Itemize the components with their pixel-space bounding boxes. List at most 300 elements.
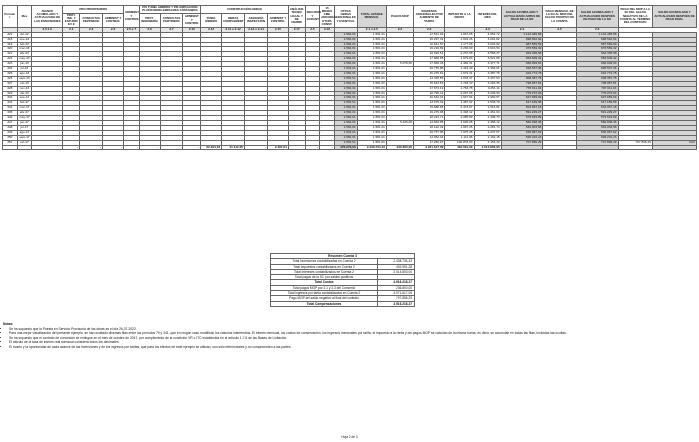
total-empty <box>652 145 696 150</box>
cell-p: 348 <box>3 125 18 130</box>
code-cell: 2.13 x 2.14 <box>245 27 268 32</box>
cell-p: 349 <box>3 130 18 135</box>
cell-int: 2.237,67 <box>474 130 501 135</box>
cell-m: jun-43 <box>17 62 32 67</box>
note-item: • Para una mejor visualización del presente ejemplo, se han ocultado diversas filas entre los períodos 79 y 341, que en ningún caso modifican los cálculos intermedios. El interés mensual, los costos de conservación, los ingresos mensuales por tarifa, el impuesto a la renta y los pagos MOP se calculan de la misma forma, es decir, se acumulan en todas las filas, incluidas las ocultas. <box>9 331 693 336</box>
cell-sd: 953.609,42 <box>576 57 618 62</box>
cell-empty: - <box>320 71 335 76</box>
cell-ta: 1.581,01 <box>334 130 357 135</box>
summary-label: Total ingresos por tarifa contabilizados en Cuenta 2 <box>271 291 378 296</box>
cell-empty: - <box>320 81 335 86</box>
total-con4: 2.487,04 <box>267 145 288 150</box>
cell-int: 3.209,93 <box>474 91 501 96</box>
cell-empty: - <box>320 37 335 42</box>
cell-ing: 14.335,55 <box>414 76 445 81</box>
cell-m: dic-43 <box>17 91 32 96</box>
cell-sd: 627.659,69 <box>576 96 618 101</box>
summary-value: 4.916.216,27 <box>378 301 415 306</box>
cell-sd: 591.229,27 <box>576 111 618 116</box>
cell-sa: 987.559,59 <box>501 42 543 47</box>
totals-row <box>3 145 697 150</box>
cell-m: mar-47 <box>17 106 32 111</box>
cell-pm: 1.581,01 <box>357 81 386 86</box>
cell-ta: 1.581,01 <box>334 71 357 76</box>
cell-ing: 17.868,65 <box>414 57 445 62</box>
cell-p: 322 <box>3 57 18 62</box>
cell-pm: 1.581,01 <box>357 47 386 52</box>
note-item: • El monto y la oportunidad de cada avance de las inversiones y de los ingresos por tarifas, que para los efectos de este ejemplo se utilizan, son sólo referenciales y no comprometen a las partes. <box>9 345 693 350</box>
cell-pm: 1.581,01 <box>357 67 386 72</box>
cell-imp: 1.679,31 <box>445 71 474 76</box>
cell-ta: 1.581,01 <box>334 101 357 106</box>
cell-sa: 549.004,68 <box>501 125 543 130</box>
cell-int: 3.293,35 <box>474 81 501 86</box>
summary-label: Total impuestos contabilizados en Cuenta 2 <box>271 264 378 269</box>
header-otras-obras: OTRAS OBRAS ADICIONALES Y EVENTUAL <box>334 6 357 28</box>
cell-sd: 776.272,03 <box>576 91 618 96</box>
cell-p: 319 <box>3 42 18 47</box>
cell-ta: 1.581,01 <box>334 106 357 111</box>
cell-ta: 1.581,01 <box>334 62 357 67</box>
header-pago-mop-fin: PAGO DEL MOP A LA SC DEL SALDO NEGATIVO DE LA CUENTA AL TÉRMINO DEL CONTRATO <box>618 6 652 28</box>
cell-sa: 998.562,64 <box>501 37 543 42</box>
summary-value: 236.800,00 <box>378 285 415 290</box>
cell-m: nov-43 <box>17 86 32 91</box>
summary-value: - <box>378 275 415 280</box>
cell-p: 324 <box>3 67 18 72</box>
cell-mop: 5.078,00 <box>386 62 413 67</box>
total-empty <box>576 145 618 150</box>
total-empty: - <box>320 145 335 150</box>
cell-p: 323 <box>3 62 18 67</box>
cell-sa: 916.774,78 <box>501 71 543 76</box>
cell-ta: 1.581,01 <box>334 140 357 145</box>
cell-mop: 5.426,00 <box>386 121 413 126</box>
page-footer: Hoja 2 de 3 <box>341 435 358 439</box>
header-pro-ing: PROY. ING. Y ESTUDIO EV E <box>64 12 78 27</box>
cell-sa: 617.189,58 <box>501 101 543 106</box>
cell-empty: - <box>320 76 335 81</box>
cell-imp: 2.473,07 <box>445 106 474 111</box>
summary-label: Total Costos <box>271 280 378 285</box>
cell-int: 3.616,53 <box>474 47 501 52</box>
cell-sd: 928.537,36 <box>576 67 618 72</box>
cell-empty: - <box>320 96 335 101</box>
cell-int: 3.691,82 <box>474 37 501 42</box>
cell-int: 2.192,15 <box>474 135 501 140</box>
code-cell: 2.5.x 7 <box>124 27 140 32</box>
cell-m: oct-47 <box>17 140 32 145</box>
cell-ta: 1.581,01 <box>334 32 357 37</box>
cell-pm: 1.581,01 <box>357 130 386 135</box>
header-pro-prioritarios: PRO PRIORITARIOS <box>63 6 124 14</box>
cell-ta: 1.581,01 <box>334 121 357 126</box>
cell-imp: 4.600,05 <box>445 121 474 126</box>
total-con2: 41.112,05 <box>222 145 245 150</box>
code-cell: 2.19 <box>320 27 335 32</box>
cell-p: 327 <box>3 81 18 86</box>
cell-m: abr-47 <box>17 111 32 116</box>
cell-int: 4.052,72 <box>474 32 501 37</box>
cell-pm: 1.581,01 <box>357 96 386 101</box>
cell-ing: 19.688,83 <box>414 106 445 111</box>
cell-imp: 1.697,25 <box>445 125 474 130</box>
cell-int: 3.568,37 <box>474 52 501 57</box>
cell-imp: 1.763,78 <box>445 86 474 91</box>
cell-ing: 10.641,57 <box>414 42 445 47</box>
cell-sa: 953.609,42 <box>501 57 543 62</box>
cell-empty: - <box>320 116 335 121</box>
code-cell: 2.11 x 2.12 <box>222 27 245 32</box>
cell-imp: 1.647,64 <box>445 96 474 101</box>
total-empty <box>32 145 63 150</box>
cell-ing: 14.663,05 <box>414 121 445 126</box>
cell-sa: 627.659,69 <box>501 96 543 101</box>
cell-empty: - <box>320 52 335 57</box>
summary-value: 707.896,29 <box>378 296 415 301</box>
cell-empty: - <box>320 47 335 52</box>
cell-pm: 1.581,01 <box>357 42 386 47</box>
header-total-avance: TOTAL AVANCE MENSUAL <box>357 6 386 28</box>
cell-empty: - <box>320 91 335 96</box>
cell-ing: 16.276,81 <box>414 71 445 76</box>
header-pro-admin-2: ADMINIST Y CONTROL <box>103 13 124 27</box>
summary-value: 2.014.800,00 <box>378 269 415 274</box>
total-empty <box>17 145 32 150</box>
total-empty: - <box>103 145 124 150</box>
cell-ing: 15.735,88 <box>414 67 445 72</box>
cell-ta: 1.581,01 <box>334 135 357 140</box>
cell-pm: 1.581,01 <box>357 106 386 111</box>
code-cell: 2.4 <box>501 27 543 32</box>
cell-sa: 528.232,23 <box>501 135 543 140</box>
summary-value: 2.438.734,43 <box>378 259 415 264</box>
summary-label: Total pagos de la SC por saldos positivos <box>271 275 378 280</box>
cell-p: 345 <box>3 111 18 116</box>
cell-sd: 976.559,32 <box>576 47 618 52</box>
cell-m: abr-43 <box>17 52 32 57</box>
summary-row <box>271 301 415 306</box>
header-con-asesoria: ASESORÍA INSPECCIÓN <box>245 13 268 27</box>
cell-empty: - <box>320 67 335 72</box>
cell-imp: 2.237,68 <box>445 52 474 57</box>
cell-ing: 16.297,32 <box>414 37 445 42</box>
cell-sa: 707.896,29 <box>501 140 543 145</box>
header-ingresos: INGRESOS ADICIONALES POR AUMENTO DE TARIFA <box>414 6 445 28</box>
cell-ing: 15.643,53 <box>414 81 445 86</box>
cell-ta: 1.581,01 <box>334 57 357 62</box>
code-cell: 2.12 <box>201 27 222 32</box>
code-cell: 2.5 <box>543 27 576 32</box>
cell-m: ago-47 <box>17 130 32 135</box>
cell-empty: - <box>320 111 335 116</box>
cell-pm: 1.581,01 <box>357 37 386 42</box>
cell-imp: 2.097,06 <box>445 91 474 96</box>
total-empty: - <box>139 145 160 150</box>
header-seguros: SEGUROS Y GARANT <box>305 6 320 28</box>
cell-pm: 1.581,01 <box>357 140 386 145</box>
cell-ing: 17.531,02 <box>414 32 445 37</box>
cell-p: 321 <box>3 52 18 57</box>
cell-ta: 1.581,01 <box>334 96 357 101</box>
total-empty <box>3 145 18 150</box>
total-con1: 62.294,18 <box>201 145 222 150</box>
total-impuesto: 402.591,00 <box>445 145 474 150</box>
total-mop: 236.800,00 <box>386 145 413 150</box>
summary-value: 402.591,28 <box>378 264 415 269</box>
note-item: • El cálculo de la tasa de interés real mensual considera todos los decimales. <box>9 340 693 345</box>
header-con-obras: OBRAS COMPLEMENT <box>222 13 245 27</box>
total-empty: - <box>245 145 268 150</box>
cell-sa: 936.009,63 <box>501 62 543 67</box>
cell-sd: 536.987,62 <box>576 130 618 135</box>
cell-ta: 1.581,01 <box>334 47 357 52</box>
cell-imp: 1.633,47 <box>445 76 474 81</box>
cell-pm: 1.581,01 <box>357 91 386 96</box>
cell-empty: - <box>320 125 335 130</box>
cell-sd: 560.938,36 <box>576 121 618 126</box>
cell-sa: 908.387,76 <box>501 76 543 81</box>
code-cell: 2.17 <box>288 27 305 32</box>
cell-sd: 936.009,63 <box>576 62 618 67</box>
total-empty <box>501 145 543 150</box>
header-pago-mensual: PAGO MENSUAL DE LA SO AL MOP DEL SALDO POSITIVO DE LA CUENTA <box>543 6 576 28</box>
cell-p: 326 <box>3 76 18 81</box>
cell-empty: - <box>320 121 335 126</box>
cell-m: jul-43 <box>17 67 32 72</box>
cell-sd: 579.649,89 <box>576 116 618 121</box>
cell-sd: 617.189,58 <box>576 101 618 106</box>
cell-sd: 528.232,23 <box>576 135 618 140</box>
total-empty: - <box>183 145 201 150</box>
cell-imp: 1.634,25 <box>445 37 474 42</box>
cell-sd: 798.957,81 <box>576 81 618 86</box>
cell-sa: 798.957,81 <box>501 81 543 86</box>
code-cell: 2.1 <box>63 27 80 32</box>
cell-int: 2.408,73 <box>474 116 501 121</box>
cell-ing: 18.790,41 <box>414 91 445 96</box>
cell-m: feb-47 <box>17 101 32 106</box>
cell-m: mar-43 <box>17 47 32 52</box>
cell-pm: 1.581,01 <box>357 62 386 67</box>
total-empty <box>618 145 652 150</box>
cell-imp: 2.085,89 <box>445 116 474 121</box>
cell-empty: - <box>320 106 335 111</box>
cell-ta: 1.581,01 <box>334 52 357 57</box>
cell-ing: 13.675,32 <box>414 101 445 106</box>
summary-value: 4.916.216,27 <box>378 280 415 285</box>
header-con-tunel: TUNEL HÍBRIDO <box>201 13 222 27</box>
cell-imp: 1.667,05 <box>445 32 474 37</box>
header-periodo: Período t <box>3 6 18 28</box>
cell-p: 318 <box>3 37 18 42</box>
cell-pm: 1.581,01 <box>357 32 386 37</box>
header-pis-ing: PROY. INGENIERÍA <box>139 13 160 27</box>
header-con-admin: ADMINIST Y CONTROL <box>267 13 288 27</box>
cell-m: ene-43 <box>17 37 32 42</box>
total-empty: - <box>80 145 103 150</box>
note-item: • Se ha supuesto que la Puesta en Servicio Provisoria de las obras es el día 26-07-2022. <box>9 327 693 332</box>
header-mes: Mes <box>17 6 32 28</box>
cell-ta: 1.581,01 <box>334 125 357 130</box>
cell-empty: - <box>320 32 335 37</box>
cell-ta: 1.581,01 <box>334 91 357 96</box>
code-cell: 2.5 <box>305 27 320 32</box>
cell-imp: 1.979,63 <box>445 57 474 62</box>
header-interes: INTERÉS DEL MES <box>474 6 501 28</box>
cell-int: 3.337,64 <box>474 76 501 81</box>
cell-p: 329 <box>3 91 18 96</box>
cell-empty: - <box>320 57 335 62</box>
cell-ing: 17.669,43 <box>414 62 445 67</box>
summary-label: Total Compensaciones <box>271 301 378 306</box>
cell-p: 350 <box>3 135 18 140</box>
cell-m: dic-42 <box>17 32 32 37</box>
cell-empty: - <box>320 140 335 145</box>
summary-label: Total inversiones contabilizadas en Cuenta 2 <box>271 259 378 264</box>
cell-int: 2.281,74 <box>474 125 501 130</box>
cell-pm: 1.581,01 <box>357 86 386 91</box>
cell-empty: - <box>320 42 335 47</box>
cell-sa: 536.987,62 <box>501 130 543 135</box>
cell-p: 328 <box>3 86 18 91</box>
code-cell: 2.7 <box>160 27 183 32</box>
cell-p: 351 <box>3 140 18 145</box>
header-pis: PIS TUNEL HIBRIDO Y PIS AMPLIACIÓN PLATAFORMA EMPALMES COSTANERA <box>139 6 201 14</box>
summary-row <box>271 259 415 264</box>
code-cell: 2.15 <box>267 27 288 32</box>
cell-int: 3.521,80 <box>474 57 501 62</box>
summary-label: Total pagos MOP por 2.1 y 2.3 del Convenio <box>271 285 378 290</box>
header-construccion: CONSTRUCCIÓN OBRAS <box>201 6 289 14</box>
cell-ing: 17.260,07 <box>414 140 445 145</box>
cell-ing: 14.062,34 <box>414 135 445 140</box>
cell-m: jul-47 <box>17 125 32 130</box>
cell-ing: 18.243,71 <box>414 116 445 121</box>
cell-ta: 1.581,01 <box>334 81 357 86</box>
cell-imp: 1.703,10 <box>445 81 474 86</box>
cell-sd: 998.562,64 <box>576 37 618 42</box>
cell-imp: 2.348,12 <box>445 111 474 116</box>
cell-p: 346 <box>3 116 18 121</box>
cell-sa: 787.011,04 <box>501 86 543 91</box>
summary-title: Resumen Cuenta 3 <box>271 254 415 259</box>
notes-title: Notas: <box>3 322 14 326</box>
cell-ta: 1.581,01 <box>334 86 357 91</box>
cell-int: 2.358,12 <box>474 121 501 126</box>
cell-p: 325 <box>3 71 18 76</box>
cell-sd: 964.395,68 <box>576 52 618 57</box>
cell-ing: 16.122,32 <box>414 125 445 130</box>
total-empty: - <box>305 145 320 150</box>
header-pro-consultas: CONSULTAS PERTINENC <box>80 13 103 27</box>
cell-sd: 1.142.465,66 <box>576 32 618 37</box>
cell-sd: 908.387,76 <box>576 76 618 81</box>
header-pagos-mop: PAGOS MOP <box>386 6 413 28</box>
cell-imp: 1.675,38 <box>445 130 474 135</box>
cell-ta: 1.581,01 <box>334 67 357 72</box>
cell-m: may-43 <box>17 57 32 62</box>
cell-sd: 707.896,29 <box>576 140 618 145</box>
cell-m: ene-41 <box>17 96 32 101</box>
cell-ta: 1.581,01 <box>334 76 357 81</box>
total-empty: - <box>124 145 140 150</box>
cell-sa: 964.395,68 <box>501 52 543 57</box>
cell-ing: 15.737,95 <box>414 130 445 135</box>
total-total_avance: 470.073,00 <box>334 145 357 150</box>
header-saldo-antes: SALDO ACUMULADO Y ACTUALIZADO ANTES DE PAGO DE LA SO <box>501 6 543 28</box>
cell-pm: 1.581,01 <box>357 71 386 76</box>
note-item: • Se ha supuesto que el contrato de concesión se extingue en el mes de octubre de 2047, por cumplimiento de la condición VR ≥ ITC establecida en el artículo 1.7.6 de las Bases de Licitación. <box>9 336 693 341</box>
cell-empty: - <box>320 86 335 91</box>
cell-imp: 1.112,06 <box>445 135 474 140</box>
summary-label: Total intereses contabilizados en Cuenta 2 <box>271 269 378 274</box>
total-empty <box>543 145 576 150</box>
header-saldo-final: SALDO ACUMULADO Y ACTUALIZADO DESPUÉS DE PAGO FINAL <box>652 6 696 28</box>
cell-imp: 1.177,68 <box>445 42 474 47</box>
cell-pm: 1.581,01 <box>357 125 386 130</box>
header-pro-admin: ADMINIST Y CONTROL <box>124 6 140 28</box>
cell-empty: - <box>320 135 335 140</box>
header-analisis: ANÁLISIS TÉCNIC LEGAL Y DE CIERRE <box>288 6 305 28</box>
cell-pm: 1.581,01 <box>357 76 386 81</box>
cell-p: 320 <box>3 47 18 52</box>
cell-int: 2.900,57 <box>474 96 501 101</box>
code-cell: 2.6 <box>139 27 160 32</box>
cell-m: feb-43 <box>17 42 32 47</box>
cell-m: sept-47 <box>17 135 32 140</box>
cell-sa: 560.938,36 <box>501 121 543 126</box>
cell-pm: 1.581,01 <box>357 101 386 106</box>
total-ingresos: 3.971.617,09 <box>414 145 445 150</box>
cell-int: 2.153,33 <box>474 140 501 145</box>
cell-pm: 1.581,01 <box>357 135 386 140</box>
cell-sd: 787.011,04 <box>576 86 618 91</box>
cell-ta: 1.581,01 <box>334 116 357 121</box>
summary-row <box>271 291 415 296</box>
cell-sd: 604.067,18 <box>576 106 618 111</box>
cell-int: 3.477,71 <box>474 62 501 67</box>
cell-p: 347 <box>3 121 18 126</box>
cell-sd: 549.004,68 <box>576 125 618 130</box>
cell-sd: 987.559,59 <box>576 42 618 47</box>
header-pis-consultas: CONSULTAS PERTINENC <box>160 13 183 27</box>
cell-ta: 1.581,01 <box>334 42 357 47</box>
cell-pm: 1.581,01 <box>357 52 386 57</box>
cell-sa: 776.272,03 <box>501 91 543 96</box>
header-impuesto: IMPUESTO A LA RENTA <box>445 6 474 28</box>
cell-m: jun-47 <box>17 121 32 126</box>
cell-ta: 1.581,01 <box>334 37 357 42</box>
cell-p: 342 <box>3 96 18 101</box>
cell-pm: 1.581,01 <box>357 57 386 62</box>
summary-value: 3.971.617,09 <box>378 291 415 296</box>
cell-ing: 19.279,08 <box>414 111 445 116</box>
total-pagos: 2.438.734,43 <box>357 145 386 150</box>
cell-m: sept-43 <box>17 76 32 81</box>
cell-imp: 100.878,03 <box>445 140 474 145</box>
code-cell: 2.5.1 b <box>32 27 63 32</box>
header-pis-admin: ADMINIST Y CONTROL <box>183 13 201 27</box>
summary-table <box>270 253 415 307</box>
header-meses-cme: 15 MESES CME ADICIONAL ETAPA CONST. <box>321 5 338 26</box>
cell-pm: 1.581,01 <box>357 116 386 121</box>
summary-label: Pago MOP del saldo negativo al final del contrato <box>271 296 378 301</box>
cell-sa: 1.142.465,66 <box>501 32 543 37</box>
cell-sa: 604.067,18 <box>501 106 543 111</box>
total-empty: - <box>63 145 80 150</box>
cell-sa: 976.559,32 <box>501 47 543 52</box>
